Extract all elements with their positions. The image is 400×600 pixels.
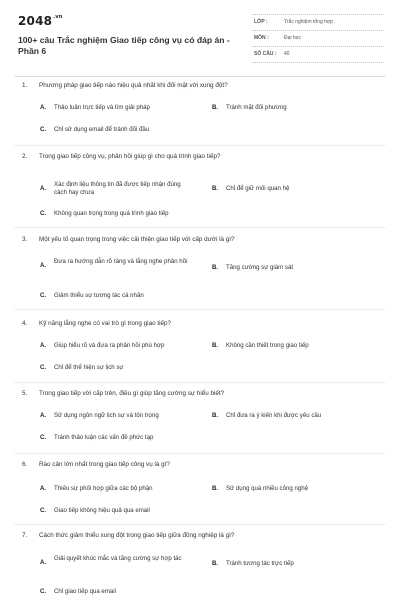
logo-text: 2048 bbox=[18, 14, 53, 28]
option-text: Chỉ để giữ mối quan hệ bbox=[226, 185, 290, 192]
option-letter: B. bbox=[212, 485, 219, 492]
meta-label: MÔN : bbox=[254, 35, 269, 41]
option-text: Chỉ đưa ra ý kiến khi được yêu cầu bbox=[226, 412, 322, 419]
site-logo[interactable] bbox=[18, 14, 63, 28]
meta-value: Đại học bbox=[284, 35, 301, 41]
question-divider bbox=[14, 382, 386, 383]
question-text-row bbox=[22, 320, 382, 328]
option-letter: A. bbox=[40, 485, 47, 492]
option-letter: C. bbox=[40, 434, 47, 441]
question-text-row bbox=[22, 153, 382, 161]
logo-suffix: .vn bbox=[53, 14, 63, 20]
question-text: Trong giao tiếp với cấp trên, điều gì giúp tăng cường sự hiểu biết? bbox=[39, 390, 225, 397]
option-letter: A. bbox=[40, 262, 47, 269]
question-text: Trong giao tiếp công vụ, phản hồi giúp gì cho quá trình giao tiếp? bbox=[39, 153, 221, 160]
question-number: 2. bbox=[22, 153, 28, 160]
question-text-row bbox=[22, 461, 382, 469]
option-letter: B. bbox=[212, 412, 219, 419]
question-text-row bbox=[22, 82, 382, 90]
option-letter: B. bbox=[212, 264, 219, 271]
option-text: Chỉ giao tiếp qua email bbox=[54, 588, 116, 595]
question-number: 5. bbox=[22, 390, 28, 397]
option-text: Đưa ra hướng dẫn rõ ràng và lắng nghe phản hồi bbox=[54, 258, 188, 265]
option-text: Sử dụng ngôn ngữ lịch sự và tôn trọng bbox=[54, 412, 159, 419]
question-number: 1. bbox=[22, 82, 28, 89]
meta-value: Trắc nghiệm tổng hợp bbox=[284, 19, 333, 25]
question-number: 6. bbox=[22, 461, 28, 468]
question-text: Rào cản lớn nhất trong giao tiếp công vụ là gì? bbox=[39, 461, 170, 468]
header-divider bbox=[14, 76, 386, 77]
option-letter: C. bbox=[40, 507, 47, 514]
header bbox=[0, 0, 400, 76]
question-text: Cách thức giảm thiểu xung đột trong giao tiếp giữa đồng nghiệp là gì? bbox=[39, 532, 235, 539]
meta-row-class bbox=[252, 14, 384, 31]
option-text: Tăng cường sự giám sát bbox=[226, 264, 294, 271]
option-letter: A. bbox=[40, 185, 47, 192]
option-letter: C. bbox=[40, 292, 47, 299]
meta-label: LỚP : bbox=[254, 19, 268, 25]
question-number: 3. bbox=[22, 236, 28, 243]
question-text: Phương pháp giao tiếp nào hiệu quả nhất khi đối mặt với xung đột? bbox=[39, 82, 228, 89]
option-text: Không quan trọng trong quá trình giao tiếp bbox=[54, 210, 169, 217]
question-text-row bbox=[22, 236, 382, 244]
question-text: Một yếu tố quan trọng trong việc cải thiện giao tiếp với cấp dưới là gì? bbox=[39, 236, 235, 243]
option-text: Xác định liệu thông tin đã được tiếp nhận đúng cách hay chưa bbox=[54, 181, 181, 196]
question-divider bbox=[14, 453, 386, 454]
question-divider bbox=[14, 145, 386, 146]
option-text: Tránh tương tác trực tiếp bbox=[226, 560, 294, 567]
option-text: Giúp hiểu rõ và đưa ra phản hồi phù hợp bbox=[54, 342, 165, 349]
question-divider bbox=[14, 309, 386, 310]
question-number: 7. bbox=[22, 532, 28, 539]
option-letter: B. bbox=[212, 560, 219, 567]
option-letter: A. bbox=[40, 342, 47, 349]
question-text: Kỹ năng lắng nghe có vai trò gì trong giao tiếp? bbox=[39, 320, 171, 327]
option-text: Thiếu sự phối hợp giữa các bộ phận bbox=[54, 485, 153, 492]
option-text: Giảm thiểu sự tương tác cá nhân bbox=[54, 292, 144, 299]
meta-value: 40 bbox=[284, 51, 290, 57]
option-letter: C. bbox=[40, 364, 47, 371]
page-title: 100+ câu Trắc nghiệm Giao tiếp công vụ có đáp án - Phần 6 bbox=[18, 35, 230, 56]
option-text: Không cần thiết trong giao tiếp bbox=[226, 342, 309, 349]
meta-table bbox=[252, 14, 384, 63]
question-number: 4. bbox=[22, 320, 28, 327]
meta-row-subject bbox=[252, 31, 384, 47]
option-letter: A. bbox=[40, 104, 47, 111]
option-text: Tránh mặt đối phương bbox=[226, 104, 287, 111]
option-letter: A. bbox=[40, 412, 47, 419]
question-text-row bbox=[22, 390, 382, 398]
option-letter: C. bbox=[40, 588, 47, 595]
question-text-row bbox=[22, 532, 382, 540]
meta-label: SỐ CÂU : bbox=[254, 51, 277, 57]
question-divider bbox=[14, 227, 386, 228]
option-letter: B. bbox=[212, 185, 219, 192]
option-text: Chỉ sử dụng email để tránh đối đầu bbox=[54, 126, 150, 133]
option-text: Chỉ để thể hiện sự lịch sự bbox=[54, 364, 124, 371]
option-text: Thảo luận trực tiếp và tìm giải pháp bbox=[54, 104, 150, 111]
option-letter: C. bbox=[40, 210, 47, 217]
option-letter: C. bbox=[40, 126, 47, 133]
option-text: Giao tiếp không hiệu quả qua email bbox=[54, 507, 150, 514]
option-letter: B. bbox=[212, 342, 219, 349]
option-text: Tránh thảo luận các vấn đề phức tạp bbox=[54, 434, 154, 441]
option-letter: B. bbox=[212, 104, 219, 111]
option-text: Sử dụng quá nhiều công nghệ bbox=[226, 485, 309, 492]
question-divider bbox=[14, 524, 386, 525]
option-text: Giải quyết khúc mắc và tăng cường sự hợp tác bbox=[54, 555, 182, 562]
meta-row-count bbox=[252, 47, 384, 63]
option-letter: A. bbox=[40, 559, 47, 566]
